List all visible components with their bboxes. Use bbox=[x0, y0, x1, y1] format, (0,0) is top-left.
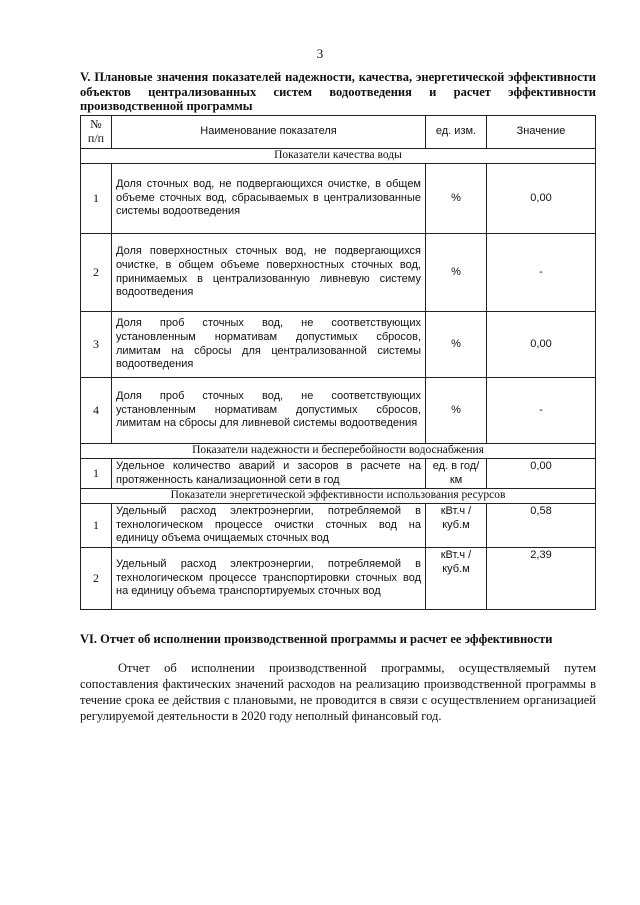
table-row bbox=[81, 459, 596, 489]
header-name: Наименование показателя bbox=[112, 116, 426, 149]
table-row bbox=[81, 234, 596, 312]
indicator-name: Доля проб сточных вод, не соответствующих установленным нормативам допустимых сбросов, лимитам на сбросы для централизованной системы водоотведения bbox=[112, 312, 426, 378]
table-row bbox=[81, 378, 596, 444]
value-cell: 0,00 bbox=[487, 312, 596, 378]
table-header-row bbox=[81, 116, 596, 149]
group-title: Показатели энергетической эффективности использования ресурсов bbox=[81, 489, 596, 504]
group-header-row bbox=[81, 489, 596, 504]
value-cell: - bbox=[487, 234, 596, 312]
group-header-row bbox=[81, 444, 596, 459]
table-row bbox=[81, 548, 596, 610]
unit-cell: ед. в год/ км bbox=[426, 459, 487, 489]
row-number: 3 bbox=[81, 312, 112, 378]
indicator-name: Доля сточных вод, не подвергающихся очистке, в общем объеме сточных вод, сбрасываемых в централизованные системы водоотведения bbox=[112, 164, 426, 234]
value-cell: 0,58 bbox=[487, 504, 596, 548]
group-title: Показатели надежности и бесперебойности водоснабжения bbox=[81, 444, 596, 459]
unit-cell: % bbox=[426, 164, 487, 234]
table-row bbox=[81, 504, 596, 548]
unit-cell: кВт.ч / куб.м bbox=[426, 548, 487, 610]
section-5-title: V. Плановые значения показателей надежности, качества, энергетической эффективности объектов централизованных систем водоотведения и расчет эффективности производственной программы bbox=[80, 70, 596, 113]
header-unit: ед. изм. bbox=[426, 116, 487, 149]
row-number: 1 bbox=[81, 164, 112, 234]
value-cell: 0,00 bbox=[487, 459, 596, 489]
indicator-name: Доля поверхностных сточных вод, не подвергающихся очистке, в общем объеме поверхностных сточных вод, принимаемых в централизованную ливневую систему водоотведения bbox=[112, 234, 426, 312]
header-value: Значение bbox=[487, 116, 596, 149]
value-cell: - bbox=[487, 378, 596, 444]
row-number: 2 bbox=[81, 548, 112, 610]
row-number: 4 bbox=[81, 378, 112, 444]
row-number: 1 bbox=[81, 504, 112, 548]
section-6-paragraph: Отчет об исполнении производственной программы, осуществляемый путем сопоставления фактических значений расходов на реализацию производственной программы в течение срока ее действия с плановыми, не проводится в связи с осуществлением организацией регулируемой деятельности в 2020 году неполный финансовый год. bbox=[80, 661, 596, 723]
header-no: № п/п bbox=[81, 116, 112, 149]
page-number: 3 bbox=[316, 46, 324, 61]
table-row bbox=[81, 164, 596, 234]
unit-cell: % bbox=[426, 312, 487, 378]
table-row bbox=[81, 312, 596, 378]
group-header-row bbox=[81, 149, 596, 164]
section-6-title: VI. Отчет об исполнении производственной программы и расчет ее эффективности bbox=[80, 632, 553, 646]
row-number: 1 bbox=[81, 459, 112, 489]
unit-cell: % bbox=[426, 234, 487, 312]
indicators-table bbox=[80, 115, 596, 610]
unit-cell: кВт.ч / куб.м bbox=[426, 504, 487, 548]
group-title: Показатели качества воды bbox=[81, 149, 596, 164]
indicator-name: Удельный расход электроэнергии, потребляемой в технологическом процессе очистки сточных вод на единицу объема очищаемых сточных вод bbox=[112, 504, 426, 548]
unit-cell: % bbox=[426, 378, 487, 444]
value-cell: 2,39 bbox=[487, 548, 596, 610]
indicator-name: Удельный расход электроэнергии, потребляемой в технологическом процессе транспортировки сточных вод на единицу объема транспортируемых сточных вод bbox=[112, 548, 426, 610]
row-number: 2 bbox=[81, 234, 112, 312]
indicator-name: Удельное количество аварий и засоров в расчете на протяженность канализационной сети в год bbox=[112, 459, 426, 489]
value-cell: 0,00 bbox=[487, 164, 596, 234]
indicator-name: Доля проб сточных вод, не соответствующих установленным нормативам допустимых сбросов, лимитам на сбросы для ливневой системы водоотведения bbox=[112, 378, 426, 444]
